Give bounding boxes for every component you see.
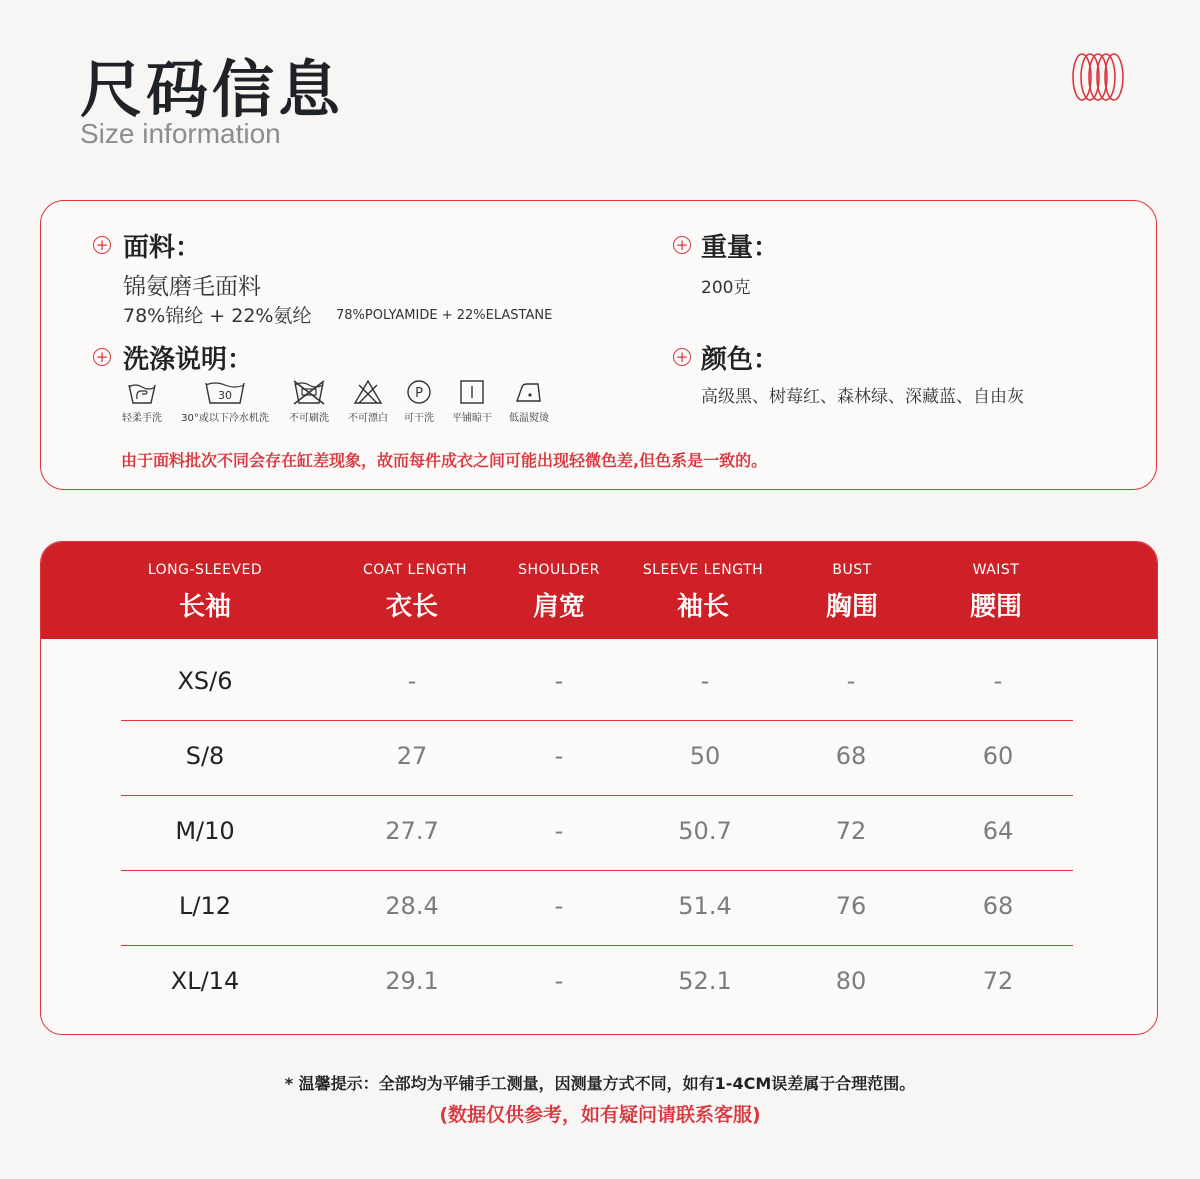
care-label: 平铺晾干 — [452, 413, 492, 424]
table-cell: - — [554, 967, 564, 995]
no-bleach-icon — [353, 379, 383, 405]
size-label: XL/14 — [170, 967, 240, 995]
col-header-cn: 衣长 — [385, 592, 439, 622]
table-cell: 76 — [835, 892, 867, 920]
table-cell: 51.4 — [678, 892, 732, 920]
table-cell: 68 — [982, 892, 1014, 920]
table-cell: - — [554, 817, 564, 845]
weight-value: 200克 — [701, 278, 751, 298]
size-label: M/10 — [175, 817, 235, 845]
page-subtitle: Size information — [80, 118, 281, 149]
color-difference-notice: 由于面料批次不同会存在缸差现象，故而每件成衣之间可能出现轻微色差,但色系是一致的。 — [121, 451, 768, 470]
col-header-cn: 袖长 — [676, 592, 730, 622]
table-cell: 28.4 — [385, 892, 439, 920]
table-cell: - — [554, 892, 564, 920]
col-header-cn: 腰围 — [969, 592, 1023, 622]
low-iron-icon — [514, 379, 544, 405]
fabric-composition-cn: 78%锦纶 + 22%氨纶 — [123, 305, 312, 327]
table-cell: 80 — [835, 967, 867, 995]
table-cell: 72 — [835, 817, 867, 845]
fabric-name: 锦氨磨毛面料 — [123, 274, 261, 300]
table-cell: 50.7 — [678, 817, 732, 845]
table-cell: - — [846, 667, 856, 695]
table-cell: 50 — [689, 742, 721, 770]
washing-title: 洗涤说明： — [123, 345, 254, 375]
col-header-cn: 胸围 — [825, 592, 879, 622]
table-cell: 27.7 — [385, 817, 439, 845]
col-header-cn: 肩宽 — [532, 592, 586, 622]
plus-circle-icon: + — [673, 236, 691, 254]
size-table-header — [41, 542, 1157, 639]
table-cell: - — [700, 667, 710, 695]
color-options: 高级黑、树莓红、森林绿、深藏蓝、自由灰 — [701, 387, 1024, 407]
reference-note: (数据仅供参考，如有疑问请联系客服) — [439, 1104, 761, 1126]
size-label: XS/6 — [177, 667, 233, 695]
table-cell: 29.1 — [385, 967, 439, 995]
size-table — [40, 541, 1158, 1035]
no-brush-icon — [292, 379, 326, 405]
size-label: S/8 — [185, 742, 225, 770]
table-cell: - — [407, 667, 417, 695]
table-cell: 68 — [835, 742, 867, 770]
table-cell: 64 — [982, 817, 1014, 845]
material-info-card — [40, 200, 1157, 490]
warm-tip: * 温馨提示：全部均为平铺手工测量，因测量方式不同，如有1-4CM误差属于合理范围。 — [284, 1074, 916, 1093]
fabric-composition-en: 78%POLYAMIDE + 22%ELASTANE — [336, 308, 553, 323]
care-label: 轻柔手洗 — [122, 413, 162, 424]
care-label: 可干洗 — [404, 413, 434, 424]
plus-circle-icon: + — [673, 348, 691, 366]
rings-logo-icon — [1070, 50, 1126, 104]
care-label: 30°或以下冷水机洗 — [181, 413, 269, 424]
size-label: L/12 — [179, 892, 231, 920]
col-header-en: BUST — [832, 562, 872, 578]
machine-wash-30-icon — [204, 379, 246, 405]
plus-circle-icon: + — [93, 236, 111, 254]
dry-clean-p-icon — [404, 379, 434, 405]
flat-dry-shade-icon — [457, 379, 487, 405]
weight-title: 重量： — [701, 233, 780, 263]
table-cell: - — [554, 742, 564, 770]
table-cell: - — [554, 667, 564, 695]
svg-text:P: P — [415, 386, 423, 401]
color-title: 颜色： — [701, 345, 780, 375]
row-divider — [121, 795, 1073, 796]
table-cell: 72 — [982, 967, 1014, 995]
row-divider — [121, 870, 1073, 871]
hand-wash-icon — [127, 379, 157, 405]
fabric-title: 面料： — [123, 233, 202, 263]
col-header-en: SLEEVE LENGTH — [642, 562, 764, 578]
care-label: 低温熨烫 — [509, 413, 549, 424]
svg-text:30: 30 — [218, 389, 232, 402]
col-header-en: SHOULDER — [518, 562, 600, 578]
page-title: 尺码信息 — [80, 53, 345, 126]
row-divider — [121, 945, 1073, 946]
col-header-en: WAIST — [972, 562, 1020, 578]
care-label: 不可刷洗 — [289, 413, 329, 424]
row-divider — [121, 720, 1073, 721]
table-cell: 27 — [396, 742, 428, 770]
col-header-cn: 长袖 — [178, 592, 232, 622]
col-header-en: LONG-SLEEVED — [147, 562, 263, 578]
table-cell: - — [993, 667, 1003, 695]
table-cell: 60 — [982, 742, 1014, 770]
table-cell: 52.1 — [678, 967, 732, 995]
col-header-en: COAT LENGTH — [362, 562, 468, 578]
care-label: 不可漂白 — [348, 413, 388, 424]
plus-circle-icon: + — [93, 348, 111, 366]
